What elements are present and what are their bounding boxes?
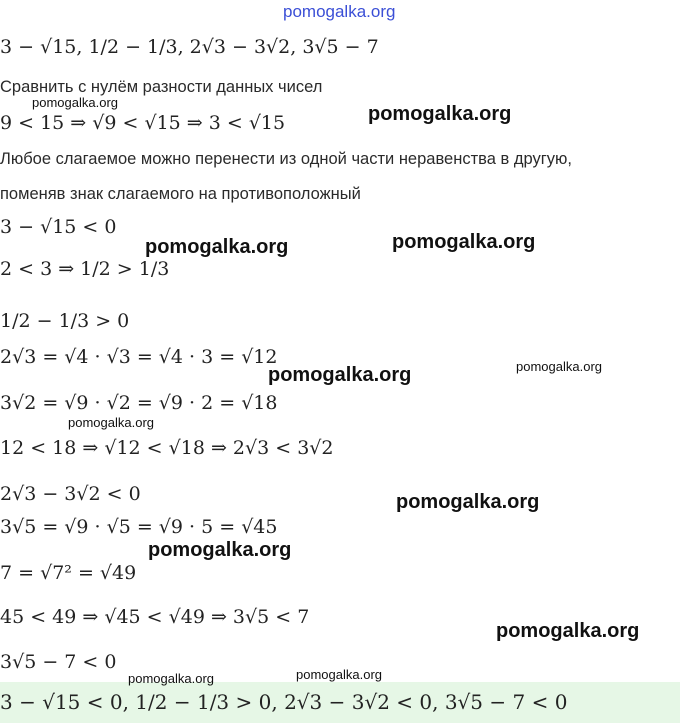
- math-line-5: 1/2 − 1/3 > 0: [0, 310, 130, 332]
- math-line-6: 2√3 = √4 · √3 = √4 · 3 = √12: [0, 346, 278, 368]
- text-line-rule-2: поменяв знак слагаемого на противоположный: [0, 185, 361, 203]
- math-line-9: 2√3 − 3√2 < 0: [0, 483, 141, 505]
- answer-line: 3 − √15 < 0, 1/2 − 1/3 > 0, 2√3 − 3√2 < 0, 3√5 − 7 < 0: [0, 690, 568, 714]
- watermark-large-4[interactable]: pomogalka.org: [268, 364, 412, 386]
- math-line-13: 3√5 − 7 < 0: [0, 651, 117, 673]
- watermark-large-5[interactable]: pomogalka.org: [396, 491, 540, 513]
- math-line-1: 3 − √15, 1/2 − 1/3, 2√3 − 3√2, 3√5 − 7: [0, 36, 379, 58]
- math-line-11: 7 = √7² = √49: [0, 562, 137, 584]
- math-line-2: 9 < 15 ⇒ √9 < √15 ⇒ 3 < √15: [0, 112, 286, 134]
- math-line-4: 2 < 3 ⇒ 1/2 > 1/3: [0, 258, 170, 280]
- watermark-small-4[interactable]: pomogalka.org: [128, 671, 214, 686]
- text-line-compare: Сравнить с нулём разности данных чисел: [0, 78, 323, 96]
- math-line-8: 12 < 18 ⇒ √12 < √18 ⇒ 2√3 < 3√2: [0, 437, 334, 459]
- watermark-large-6[interactable]: pomogalka.org: [148, 539, 292, 561]
- watermark-large-1[interactable]: pomogalka.org: [368, 103, 512, 125]
- watermark-small-1[interactable]: pomogalka.org: [32, 95, 118, 110]
- answer-box: [0, 682, 680, 723]
- watermark-large-3[interactable]: pomogalka.org: [392, 231, 536, 253]
- math-line-12: 45 < 49 ⇒ √45 < √49 ⇒ 3√5 < 7: [0, 606, 310, 628]
- watermark-small-5[interactable]: pomogalka.org: [296, 667, 382, 682]
- watermark-small-2[interactable]: pomogalka.org: [516, 359, 602, 374]
- watermark-top[interactable]: pomogalka.org: [283, 2, 396, 21]
- text-line-rule-1: Любое слагаемое можно перенести из одной части неравенства в другую,: [0, 150, 572, 168]
- watermark-small-3[interactable]: pomogalka.org: [68, 415, 154, 430]
- math-line-10: 3√5 = √9 · √5 = √9 · 5 = √45: [0, 516, 278, 538]
- math-line-3: 3 − √15 < 0: [0, 216, 117, 238]
- watermark-large-7[interactable]: pomogalka.org: [496, 620, 640, 642]
- math-line-7: 3√2 = √9 · √2 = √9 · 2 = √18: [0, 392, 278, 414]
- watermark-large-2[interactable]: pomogalka.org: [145, 236, 289, 258]
